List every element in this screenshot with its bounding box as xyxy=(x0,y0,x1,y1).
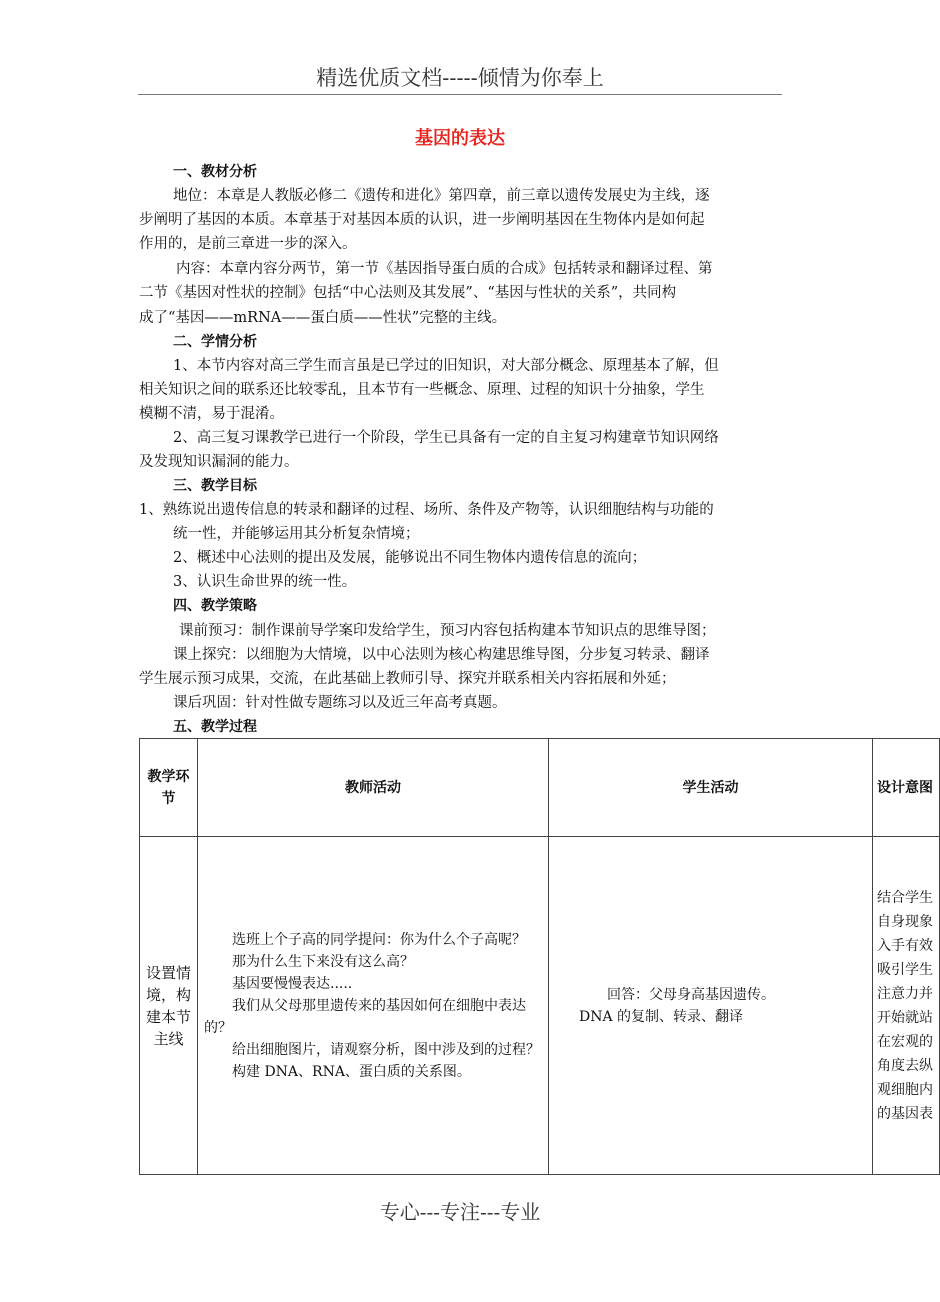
header-design: 设计意图 xyxy=(873,739,940,837)
cell-student xyxy=(549,837,873,1175)
text-line: 课上探究：以细胞为大情境，以中心法则为核心构建思维导图，分步复习转录、翻译 xyxy=(173,647,710,663)
text-line: 统一性，并能够运用其分析复杂情境； xyxy=(173,526,420,542)
text-line: 作用的，是前三章进一步的深入。 xyxy=(139,236,357,252)
page-header: 精选优质文档-----倾情为你奉上 xyxy=(138,62,782,95)
teacher-line: 我们从父母那里遗传来的基因如何在细胞中表达的？ xyxy=(204,997,526,1036)
text-line: 课后巩固：针对性做专题练习以及近三年高考真题。 xyxy=(173,695,507,711)
text-line: 3、认识生命世界的统一性。 xyxy=(173,574,357,590)
cell-design: 结合学生自身现象入手有效吸引学生注意力并开始就站在宏观的角度去纵观细胞内的基因表 xyxy=(873,837,940,1175)
header-teacher: 教师活动 xyxy=(198,739,549,837)
header-student: 学生活动 xyxy=(549,739,873,837)
text-line: 2、概述中心法则的提出及发展，能够说出不同生物体内遗传信息的流向； xyxy=(173,550,647,566)
text-line: 1、熟练说出遗传信息的转录和翻译的过程、场所、条件及产物等，认识细胞结构与功能的 xyxy=(139,502,714,518)
text-line: 及发现知识漏洞的能力。 xyxy=(139,454,299,470)
text-line: 学生展示预习成果，交流，在此基础上教师引导、探究并联系相关内容拓展和外延； xyxy=(139,671,676,687)
teacher-line: 给出细胞图片，请观察分析，图中涉及到的过程？ xyxy=(232,1041,540,1058)
cell-teacher xyxy=(198,837,549,1175)
cell-stage: 设置情境，构建本节主线 xyxy=(140,837,198,1175)
document-title: 基因的表达 xyxy=(415,128,505,149)
text-line: 课前预习：制作课前导学案印发给学生，预习内容包括构建本节知识点的思维导图； xyxy=(179,623,716,639)
header-stage: 教学环节 xyxy=(140,739,198,837)
text-line: 地位：本章是人教版必修二《遗传和进化》第四章，前三章以遗传发展史为主线，逐 xyxy=(173,188,710,204)
section-heading-process: 五、教学过程 xyxy=(173,719,257,735)
text-line: 成了“基因——mRNA——蛋白质——性状”完整的主线。 xyxy=(139,310,507,326)
text-line: 相关知识之间的联系还比较零乱，且本节有一些概念、原理、过程的知识十分抽象，学生 xyxy=(139,382,705,398)
table-header-row xyxy=(140,739,940,837)
table-row xyxy=(140,837,940,1175)
teacher-line: 构建 DNA、RNA、蛋白质的关系图。 xyxy=(232,1063,471,1080)
student-line: DNA 的复制、转录、翻译 xyxy=(579,1008,744,1025)
section-heading-learners: 二、学情分析 xyxy=(173,334,257,350)
text-line: 1、本节内容对高三学生而言虽是已学过的旧知识，对大部分概念、原理基本了解，但 xyxy=(173,358,719,374)
section-heading-analysis: 一、教材分析 xyxy=(173,164,257,180)
teacher-line: 选班上个子高的同学提问：你为什么个子高呢？ xyxy=(232,931,526,948)
section-heading-strategy: 四、教学策略 xyxy=(173,598,257,614)
text-line: 内容：本章内容分两节，第一节《基因指导蛋白质的合成》包括转录和翻译过程、第 xyxy=(176,261,713,277)
teacher-line: 基因要慢慢表达..... xyxy=(232,975,353,992)
text-line: 2、高三复习课教学已进行一个阶段，学生已具备有一定的自主复习构建章节知识网络 xyxy=(173,430,719,446)
text-line: 模糊不清，易于混淆。 xyxy=(139,406,284,422)
page-footer: 专心---专注---专业 xyxy=(379,1200,541,1224)
text-line: 步阐明了基因的本质。本章基于对基因本质的认识，进一步阐明基因在生物体内是如何起 xyxy=(139,212,705,228)
teaching-process-table xyxy=(139,738,940,1175)
teacher-line: 那为什么生下来没有这么高？ xyxy=(232,953,414,970)
section-heading-goals: 三、教学目标 xyxy=(173,478,257,494)
student-line: 回答：父母身高基因遗传。 xyxy=(607,986,775,1003)
text-line: 二节《基因对性状的控制》包括“中心法则及其发展”、“基因与性状的关系”，共同构 xyxy=(139,285,677,301)
